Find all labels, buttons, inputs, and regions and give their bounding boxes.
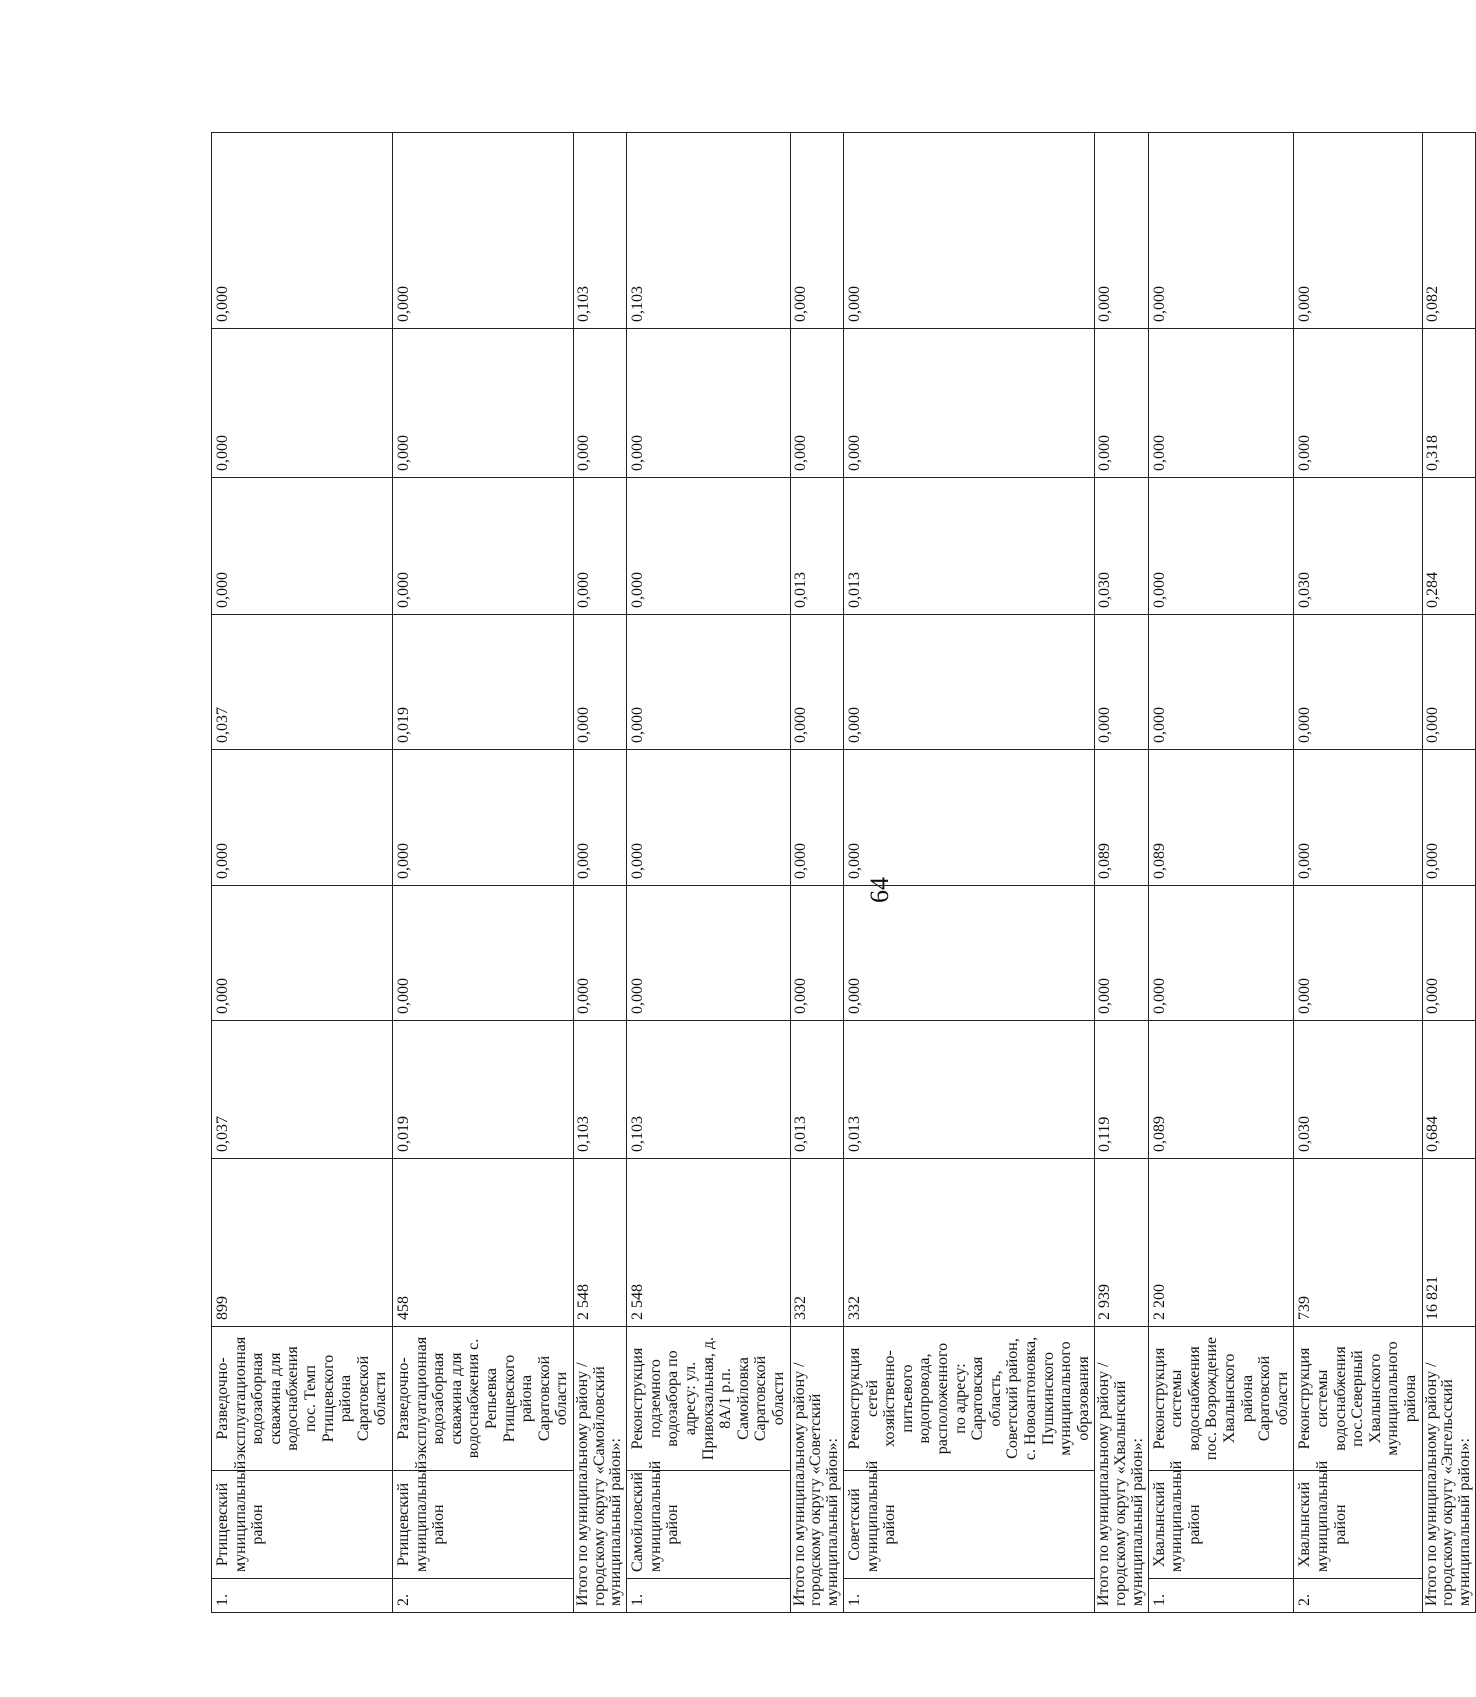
total-label: Итого по муниципальному району / городскому округу «Энгельсский муниципальный район»: xyxy=(1422,1327,1475,1613)
object-name: Реконструкция подземного водозабора по адресу: ул. Привокзальная, д. 8А/1 р.п. Самойловка Саратовской области xyxy=(627,1327,790,1471)
value-cell: 0,000 xyxy=(573,615,626,750)
row-number: 1. xyxy=(627,1579,790,1613)
value-cell: 0,000 xyxy=(212,329,393,478)
value-cell: 0,082 xyxy=(1422,133,1475,329)
value-cell: 0,103 xyxy=(573,1021,626,1159)
value-cell: 899 xyxy=(212,1159,393,1327)
value-cell: 0,000 xyxy=(1148,329,1294,478)
value-cell: 0,000 xyxy=(844,750,1095,886)
value-cell: 0,000 xyxy=(212,133,393,329)
value-cell: 0,089 xyxy=(1148,750,1294,886)
table-row xyxy=(1148,133,1294,1613)
rotated-table-container xyxy=(211,133,1474,1613)
value-cell: 0,000 xyxy=(1148,478,1294,615)
value-cell: 0,000 xyxy=(627,478,790,615)
value-cell: 0,019 xyxy=(392,1021,573,1159)
value-cell: 0,000 xyxy=(790,133,843,329)
row-number: 1. xyxy=(1148,1579,1294,1613)
value-cell: 0,000 xyxy=(844,329,1095,478)
value-cell: 0,284 xyxy=(1422,478,1475,615)
total-label: Итого по муниципальному району / городскому округу «Советский муниципальный район»: xyxy=(790,1327,843,1613)
value-cell: 739 xyxy=(1294,1159,1422,1327)
value-cell: 0,000 xyxy=(212,750,393,886)
value-cell: 0,019 xyxy=(392,615,573,750)
value-cell: 2 200 xyxy=(1148,1159,1294,1327)
value-cell: 0,000 xyxy=(790,615,843,750)
object-name: Реконструкция системы водоснабжения пос.Северный Хвалынского муниципального района xyxy=(1294,1327,1422,1471)
total-label: Итого по муниципальному району / городскому округу «Самойловский муниципальный район»: xyxy=(573,1327,626,1613)
value-cell: 0,000 xyxy=(392,329,573,478)
value-cell: 332 xyxy=(790,1159,843,1327)
table-row xyxy=(627,133,790,1613)
value-cell: 0,000 xyxy=(392,478,573,615)
total-row xyxy=(573,133,626,1613)
value-cell: 0,000 xyxy=(1294,886,1422,1021)
value-cell: 16 821 xyxy=(1422,1159,1475,1327)
value-cell: 0,000 xyxy=(1095,133,1148,329)
object-name: Реконструкция сетей хозяйственно-питьевого водопровода, расположенного по адресу: Саратовская область, Советский район, с. Новоантоновка, Пушкинского муниципального образования xyxy=(844,1327,1095,1471)
value-cell: 0,000 xyxy=(212,886,393,1021)
row-number: 1. xyxy=(212,1579,393,1613)
value-cell: 0,000 xyxy=(1148,886,1294,1021)
value-cell: 0,000 xyxy=(392,133,573,329)
table-row xyxy=(844,133,1095,1613)
value-cell: 0,000 xyxy=(573,329,626,478)
value-cell: 0,000 xyxy=(844,615,1095,750)
value-cell: 0,000 xyxy=(844,133,1095,329)
value-cell: 0,000 xyxy=(790,886,843,1021)
value-cell: 0,000 xyxy=(1294,750,1422,886)
value-cell: 0,013 xyxy=(844,478,1095,615)
total-label: Итого по муниципальному району / городскому округу «Хвалынский муниципальный район»: xyxy=(1095,1327,1148,1613)
data-table xyxy=(211,132,1476,1613)
value-cell: 0,103 xyxy=(573,133,626,329)
value-cell: 0,000 xyxy=(627,750,790,886)
table-row xyxy=(392,133,573,1613)
value-cell: 0,000 xyxy=(212,478,393,615)
district-name: Ртищевский муниципальный район xyxy=(392,1471,573,1579)
page-number: 64 xyxy=(865,877,894,903)
value-cell: 0,000 xyxy=(1148,615,1294,750)
value-cell: 332 xyxy=(844,1159,1095,1327)
value-cell: 2 548 xyxy=(573,1159,626,1327)
value-cell: 2 548 xyxy=(627,1159,790,1327)
total-row xyxy=(790,133,843,1613)
value-cell: 0,000 xyxy=(844,886,1095,1021)
value-cell: 0,318 xyxy=(1422,329,1475,478)
value-cell: 0,089 xyxy=(1095,750,1148,886)
total-row xyxy=(1422,133,1475,1613)
total-row xyxy=(1095,133,1148,1613)
value-cell: 0,000 xyxy=(627,615,790,750)
value-cell: 0,000 xyxy=(392,886,573,1021)
district-name: Ртищевский муниципальный район xyxy=(212,1471,393,1579)
object-name: Разведочно-эксплуатационная водозаборная скважина для водоснабжения с. Репьевка Ртищевского района Саратовской области xyxy=(392,1327,573,1471)
value-cell: 0,103 xyxy=(627,133,790,329)
value-cell: 0,030 xyxy=(1294,1021,1422,1159)
value-cell: 0,030 xyxy=(1294,478,1422,615)
object-name: Разведочно-эксплуатационная водозаборная скважина для водоснабжения пос. Темп Ртищевского района Саратовской области xyxy=(212,1327,393,1471)
value-cell: 0,103 xyxy=(627,1021,790,1159)
value-cell: 0,000 xyxy=(573,478,626,615)
object-name: Реконструкция системы водоснабжения пос. Возрождение Хвалынского района Саратовской области xyxy=(1148,1327,1294,1471)
value-cell: 0,000 xyxy=(1095,886,1148,1021)
value-cell: 0,030 xyxy=(1095,478,1148,615)
value-cell: 0,000 xyxy=(627,886,790,1021)
value-cell: 0,000 xyxy=(1422,750,1475,886)
value-cell: 0,000 xyxy=(1294,615,1422,750)
value-cell: 0,000 xyxy=(790,329,843,478)
row-number: 2. xyxy=(392,1579,573,1613)
value-cell: 0,000 xyxy=(573,750,626,886)
value-cell: 0,119 xyxy=(1095,1021,1148,1159)
value-cell: 0,684 xyxy=(1422,1021,1475,1159)
value-cell: 0,000 xyxy=(1422,615,1475,750)
row-number: 2. xyxy=(1294,1579,1422,1613)
value-cell: 0,013 xyxy=(790,478,843,615)
district-name: Хвалынский муниципальный район xyxy=(1148,1471,1294,1579)
value-cell: 0,000 xyxy=(790,750,843,886)
district-name: Хвалынский муниципальный район xyxy=(1294,1471,1422,1579)
value-cell: 0,000 xyxy=(1095,329,1148,478)
table-row xyxy=(212,133,393,1613)
value-cell: 0,089 xyxy=(1148,1021,1294,1159)
district-name: Самойловский муниципальный район xyxy=(627,1471,790,1579)
value-cell: 2 939 xyxy=(1095,1159,1148,1327)
value-cell: 0,013 xyxy=(790,1021,843,1159)
table-row xyxy=(1294,133,1422,1613)
district-name: Советский муниципальный район xyxy=(844,1471,1095,1579)
value-cell: 458 xyxy=(392,1159,573,1327)
row-number: 1. xyxy=(844,1579,1095,1613)
value-cell: 0,000 xyxy=(1294,329,1422,478)
value-cell: 0,013 xyxy=(844,1021,1095,1159)
value-cell: 0,000 xyxy=(392,750,573,886)
value-cell: 0,000 xyxy=(627,329,790,478)
value-cell: 0,000 xyxy=(1422,886,1475,1021)
value-cell: 0,000 xyxy=(1148,133,1294,329)
value-cell: 0,000 xyxy=(573,886,626,1021)
value-cell: 0,000 xyxy=(1294,133,1422,329)
value-cell: 0,037 xyxy=(212,615,393,750)
table-body xyxy=(212,133,1476,1613)
value-cell: 0,037 xyxy=(212,1021,393,1159)
value-cell: 0,000 xyxy=(1095,615,1148,750)
